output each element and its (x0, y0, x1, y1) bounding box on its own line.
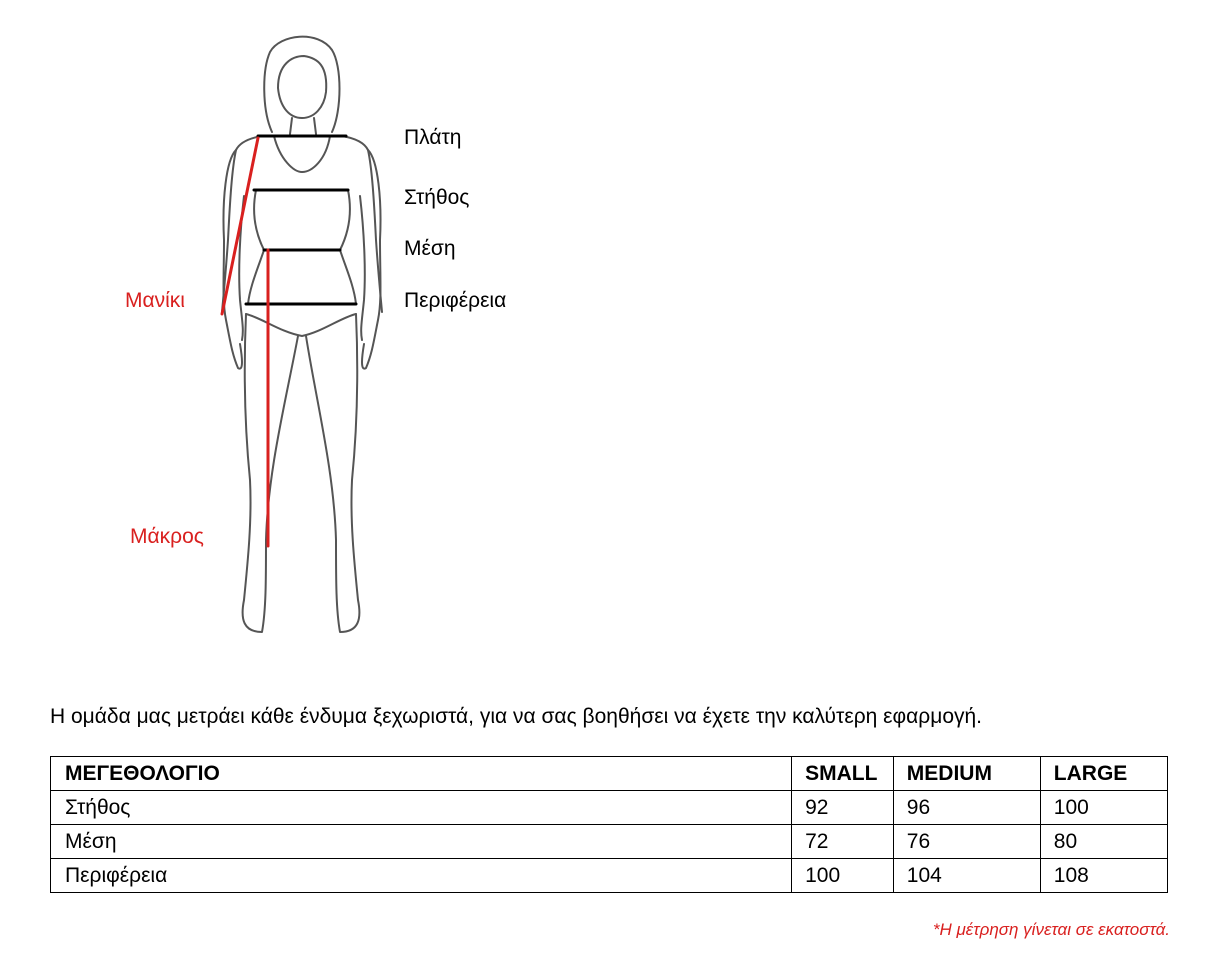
table-cell: 76 (893, 825, 1040, 859)
row-label: Στήθος (51, 791, 792, 825)
table-row (51, 859, 1168, 893)
label-shoulders: Πλάτη (404, 126, 462, 149)
header-cell: MEDIUM (893, 757, 1040, 791)
label-sleeve: Μανίκι (125, 289, 185, 312)
unit-note: *Η μέτρηση γίνεται σε εκατοστά. (932, 920, 1170, 939)
label-waist: Μέση (404, 237, 456, 260)
table-cell: 104 (893, 859, 1040, 893)
header-cell: ΜΕΓΕΘΟΛΟΓΙΟ (51, 757, 792, 791)
label-chest: Στήθος (404, 186, 470, 209)
table-row (51, 791, 1168, 825)
table-cell: 92 (792, 791, 894, 825)
label-hips: Περιφέρεια (404, 289, 507, 312)
table-cell: 96 (893, 791, 1040, 825)
label-length: Μάκρος (130, 525, 204, 548)
table-cell: 72 (792, 825, 894, 859)
table-cell: 100 (792, 859, 894, 893)
row-label: Μέση (51, 825, 792, 859)
row-label: Περιφέρεια (51, 859, 792, 893)
header-cell: SMALL (792, 757, 894, 791)
table-cell: 108 (1040, 859, 1167, 893)
header-cell: LARGE (1040, 757, 1167, 791)
size-table (50, 756, 1168, 893)
table-row (51, 825, 1168, 859)
table-header-row (51, 757, 1168, 791)
table-cell: 100 (1040, 791, 1167, 825)
female-body-outline-icon (0, 0, 600, 680)
table-cell: 80 (1040, 825, 1167, 859)
intro-text: Η ομάδα μας μετράει κάθε ένδυμα ξεχωριστά, για να σας βοηθήσει να έχετε την καλύτερη εφαρμογή. (50, 705, 983, 728)
